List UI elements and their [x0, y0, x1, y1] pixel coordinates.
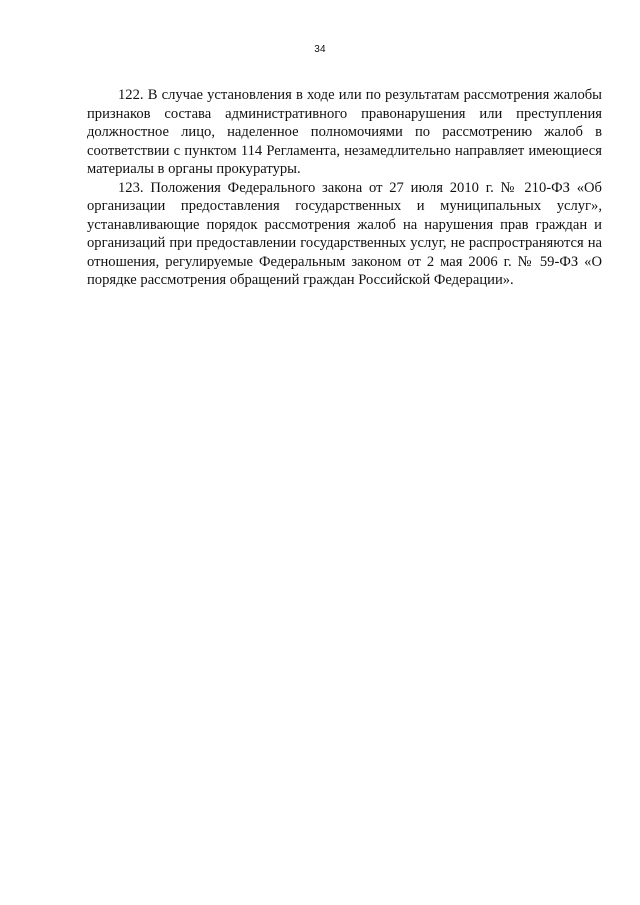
paragraph-122: 122. В случае установления в ходе или по результатам рассмотрения жалобы признаков состава административного правонарушения или преступления должностное лицо, наделенное полномочиями по рассмотрению жалоб в соответствии с пунктом 114 Регламента, незамедлительно направляет имеющиеся материалы в органы прокуратуры. — [87, 87, 602, 177]
page-number: 34 — [314, 44, 326, 55]
document-body — [87, 86, 602, 290]
paragraph-123: 123. Положения Федерального закона от 27 июля 2010 г. № 210-ФЗ «Об организации предоставления государственных и муниципальных услуг», устанавливающие порядок рассмотрения жалоб на нарушения прав граждан и организаций при предоставлении государственных услуг, не распространяются на отношения, регулируемые Федеральным законом от 2 мая 2006 г. № 59-ФЗ «О порядке рассмотрения обращений граждан Российской Федерации». — [87, 179, 602, 288]
